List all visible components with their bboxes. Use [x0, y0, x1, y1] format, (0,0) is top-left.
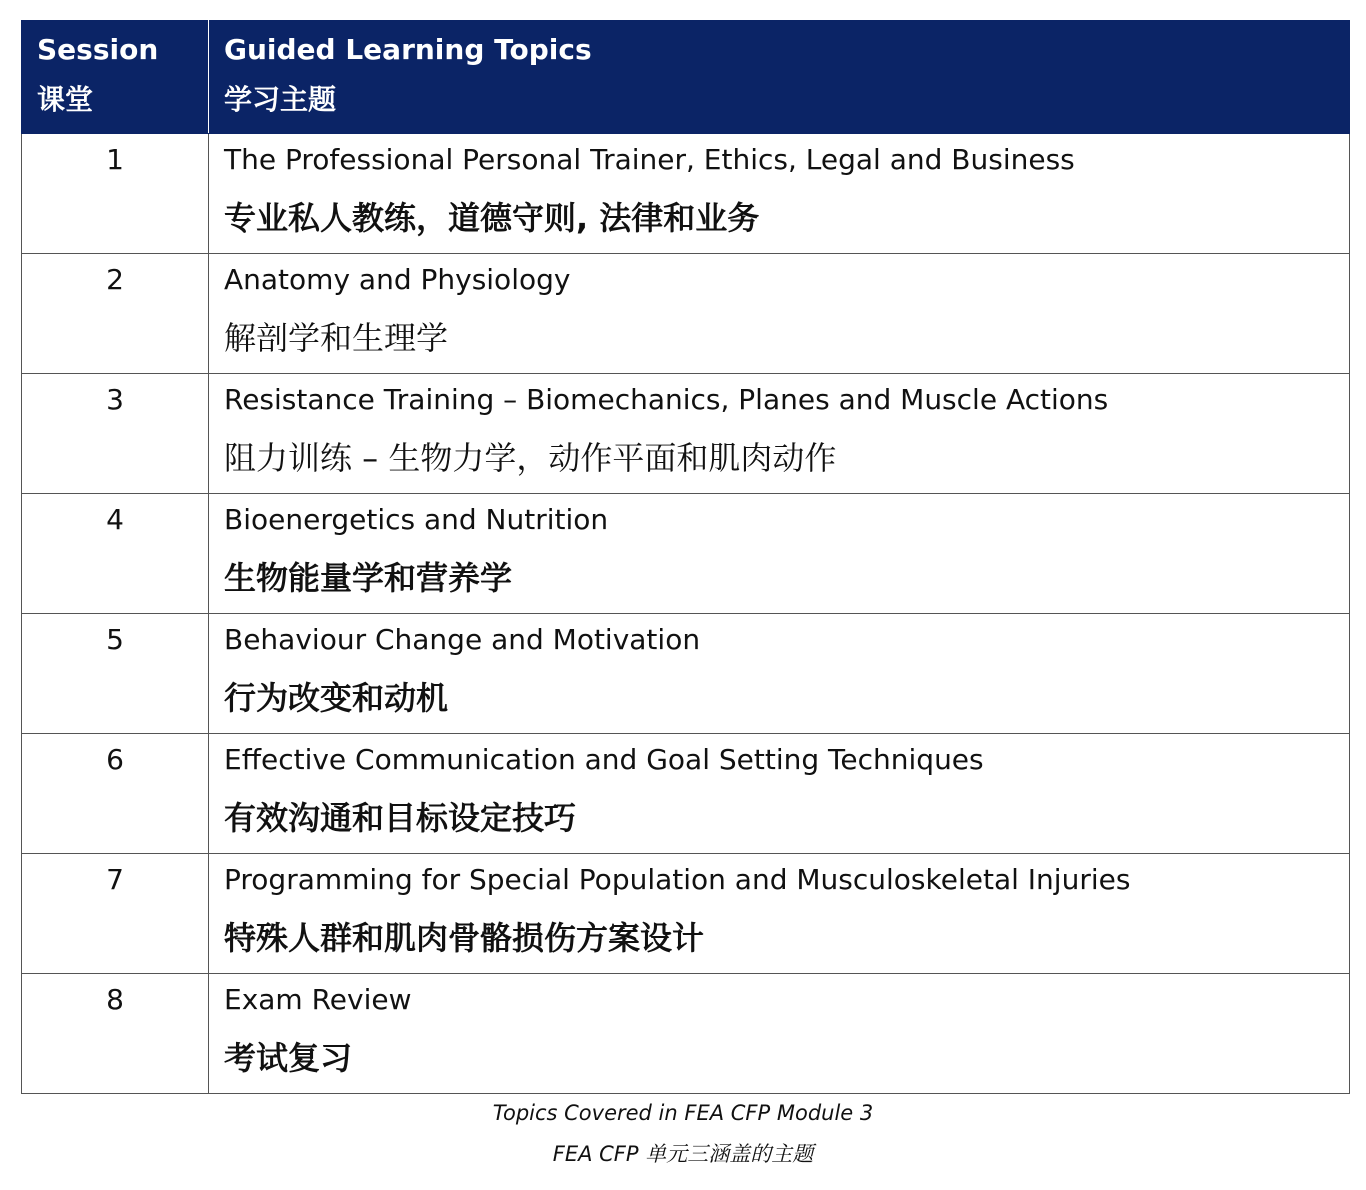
- table-row: [22, 494, 1350, 614]
- topic-chinese: 阻力训练 – 生物力学，动作平面和肌肉动作: [224, 439, 837, 477]
- session-number: 2: [22, 254, 209, 374]
- table-row: [22, 734, 1350, 854]
- table-row: [22, 134, 1350, 254]
- topics-header-en: Guided Learning Topics: [224, 33, 592, 66]
- topic-chinese: 考试复习: [224, 1039, 353, 1077]
- session-number: 8: [22, 974, 209, 1094]
- topic-english: Programming for Special Population and Musculoskeletal Injuries: [224, 863, 1131, 896]
- topic-cell: [209, 734, 1350, 854]
- topic-chinese: 特殊人群和肌肉骨骼损伤方案设计: [224, 919, 705, 957]
- topic-cell: [209, 974, 1350, 1094]
- topic-english: Bioenergetics and Nutrition: [224, 503, 609, 536]
- topic-chinese: 解剖学和生理学: [224, 319, 449, 357]
- topic-english: Effective Communication and Goal Setting Techniques: [224, 743, 984, 776]
- table-row: [22, 374, 1350, 494]
- table-row: [22, 974, 1350, 1094]
- session-number: 7: [22, 854, 209, 974]
- topic-english: Resistance Training – Biomechanics, Planes and Muscle Actions: [224, 383, 1109, 416]
- session-header-en: Session: [37, 33, 159, 66]
- topic-chinese: 有效沟通和目标设定技巧: [224, 799, 577, 837]
- topic-english: Exam Review: [224, 983, 412, 1016]
- topic-cell: [209, 254, 1350, 374]
- topics-table: [21, 20, 1350, 1094]
- session-number: 4: [22, 494, 209, 614]
- topic-english: Behaviour Change and Motivation: [224, 623, 701, 656]
- session-number: 3: [22, 374, 209, 494]
- topic-chinese: 行为改变和动机: [224, 679, 449, 717]
- topic-chinese: 生物能量学和营养学: [224, 559, 513, 597]
- topic-cell: [209, 494, 1350, 614]
- session-number: 1: [22, 134, 209, 254]
- table-caption-english: Topics Covered in FEA CFP Module 3: [492, 1101, 874, 1125]
- topic-english: Anatomy and Physiology: [224, 263, 571, 296]
- topic-cell: [209, 614, 1350, 734]
- table-row: [22, 614, 1350, 734]
- session-number: 5: [22, 614, 209, 734]
- table-caption-chinese: FEA CFP 单元三涵盖的主题: [552, 1142, 814, 1166]
- topic-cell: [209, 134, 1350, 254]
- table-row: [22, 854, 1350, 974]
- table-row: [22, 254, 1350, 374]
- session-column-header: [22, 21, 209, 134]
- topic-cell: [209, 854, 1350, 974]
- session-header-zh: 课堂: [37, 83, 94, 116]
- topic-cell: [209, 374, 1350, 494]
- session-number: 6: [22, 734, 209, 854]
- topic-chinese: 专业私人教练，道德守则, 法律和业务: [224, 199, 760, 237]
- topic-english: The Professional Personal Trainer, Ethics, Legal and Business: [224, 143, 1075, 176]
- topics-column-header: [209, 21, 1350, 134]
- topics-header-zh: 学习主题: [224, 83, 337, 116]
- table-header-row: [22, 21, 1350, 134]
